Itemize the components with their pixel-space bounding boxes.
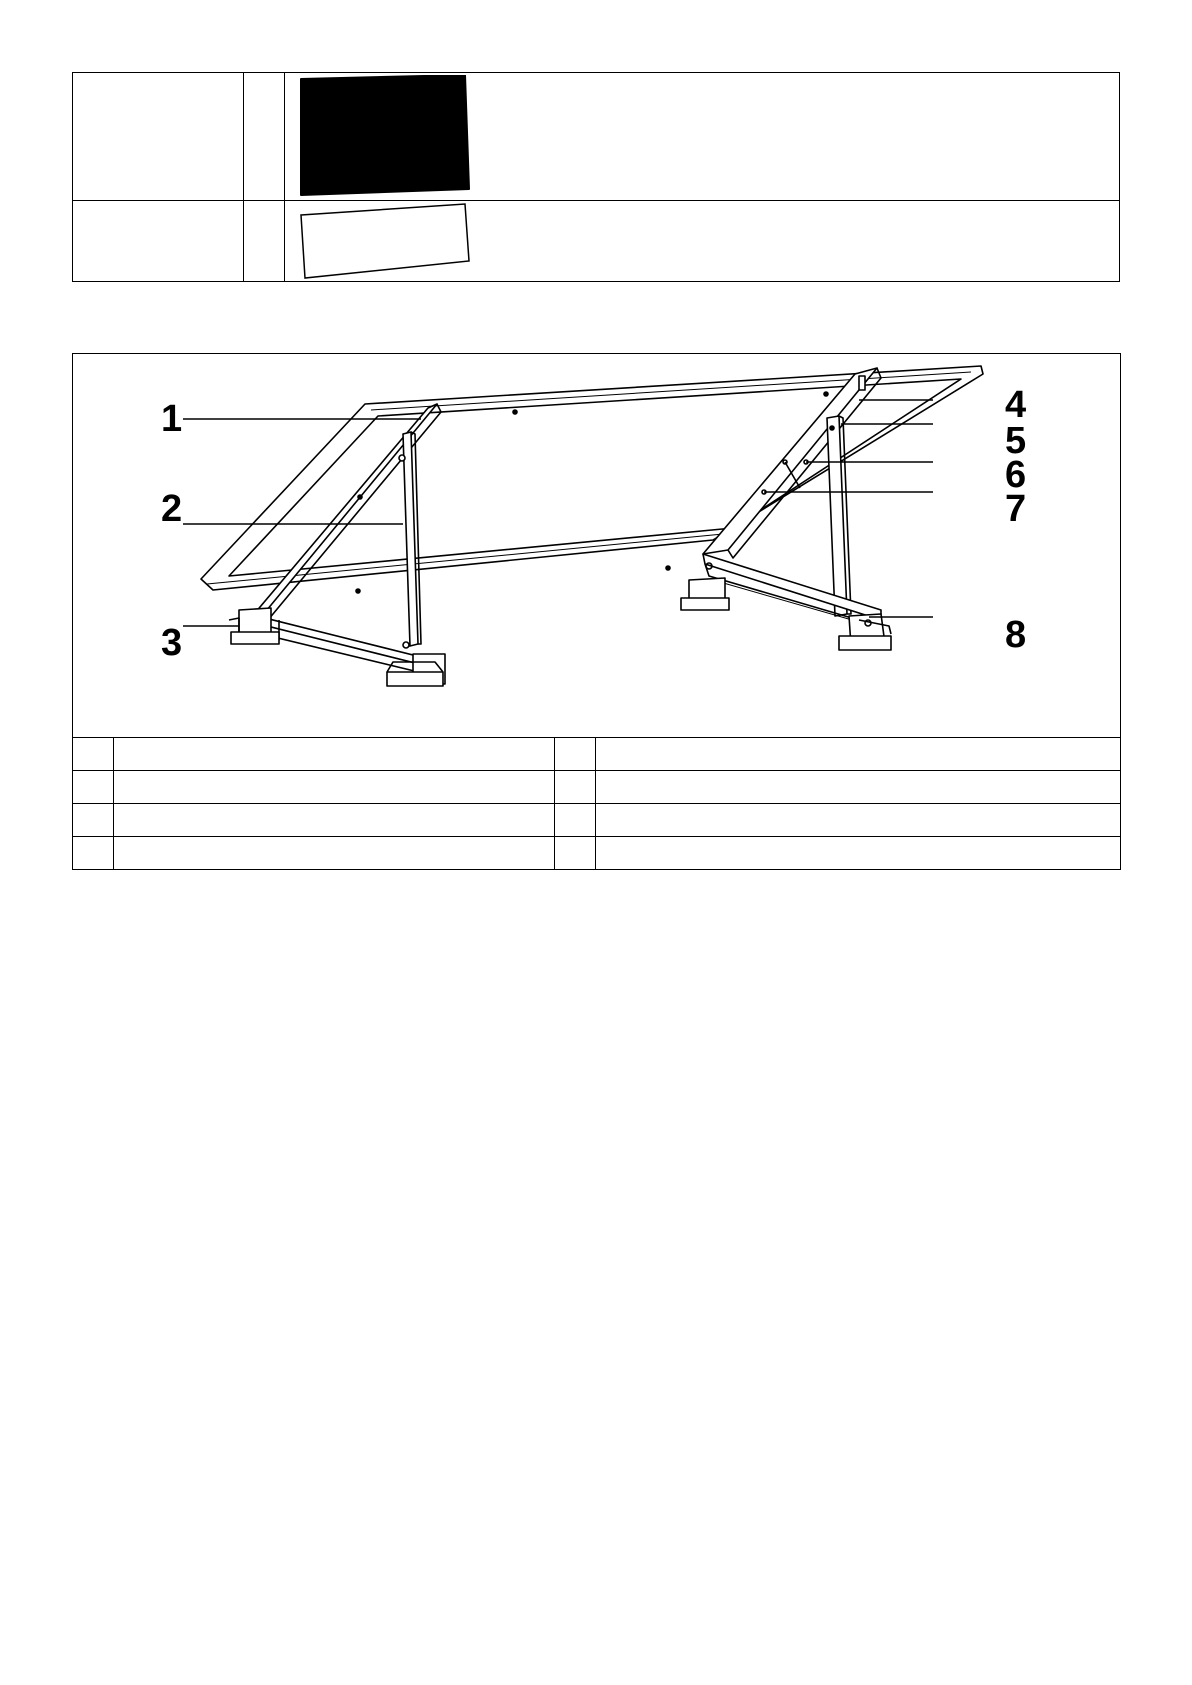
part-name-cell	[73, 73, 244, 201]
legend-description	[596, 738, 1121, 771]
legend-number	[73, 771, 114, 804]
legend-row	[73, 837, 1121, 870]
legend-number	[73, 837, 114, 870]
callout-8: 8	[1005, 614, 1027, 656]
part-image-cell	[285, 201, 1120, 282]
legend-description	[114, 771, 555, 804]
solar-mount-drawing	[73, 354, 1120, 738]
legend-description	[114, 738, 555, 771]
callout-5: 5	[1005, 420, 1027, 462]
legend-description	[596, 804, 1121, 837]
legend-number	[73, 804, 114, 837]
white-plate-image	[295, 201, 475, 281]
callout-2: 2	[161, 488, 183, 530]
legend-number	[555, 837, 596, 870]
callout-4: 4	[1005, 384, 1027, 426]
callout-7: 7	[1005, 488, 1027, 530]
legend-description	[596, 837, 1121, 870]
parts-table	[72, 72, 1120, 282]
figure-box	[72, 353, 1121, 737]
callout-3: 3	[161, 622, 183, 664]
part-name-cell	[73, 201, 244, 282]
parts-row-2	[73, 201, 1120, 282]
legend-description	[596, 771, 1121, 804]
callout-6: 6	[1005, 454, 1027, 496]
parts-row-1	[73, 73, 1120, 201]
legend-row	[73, 804, 1121, 837]
black-panel-image	[295, 75, 475, 199]
legend-number	[555, 738, 596, 771]
callout-1: 1	[161, 398, 183, 440]
part-image-cell	[285, 73, 1120, 201]
legend-description	[114, 837, 555, 870]
part-qty-cell	[244, 201, 285, 282]
legend-table	[72, 737, 1121, 870]
legend-number	[73, 738, 114, 771]
legend-row	[73, 771, 1121, 804]
legend-row	[73, 738, 1121, 771]
legend-number	[555, 771, 596, 804]
part-qty-cell	[244, 73, 285, 201]
legend-description	[114, 804, 555, 837]
legend-number	[555, 804, 596, 837]
